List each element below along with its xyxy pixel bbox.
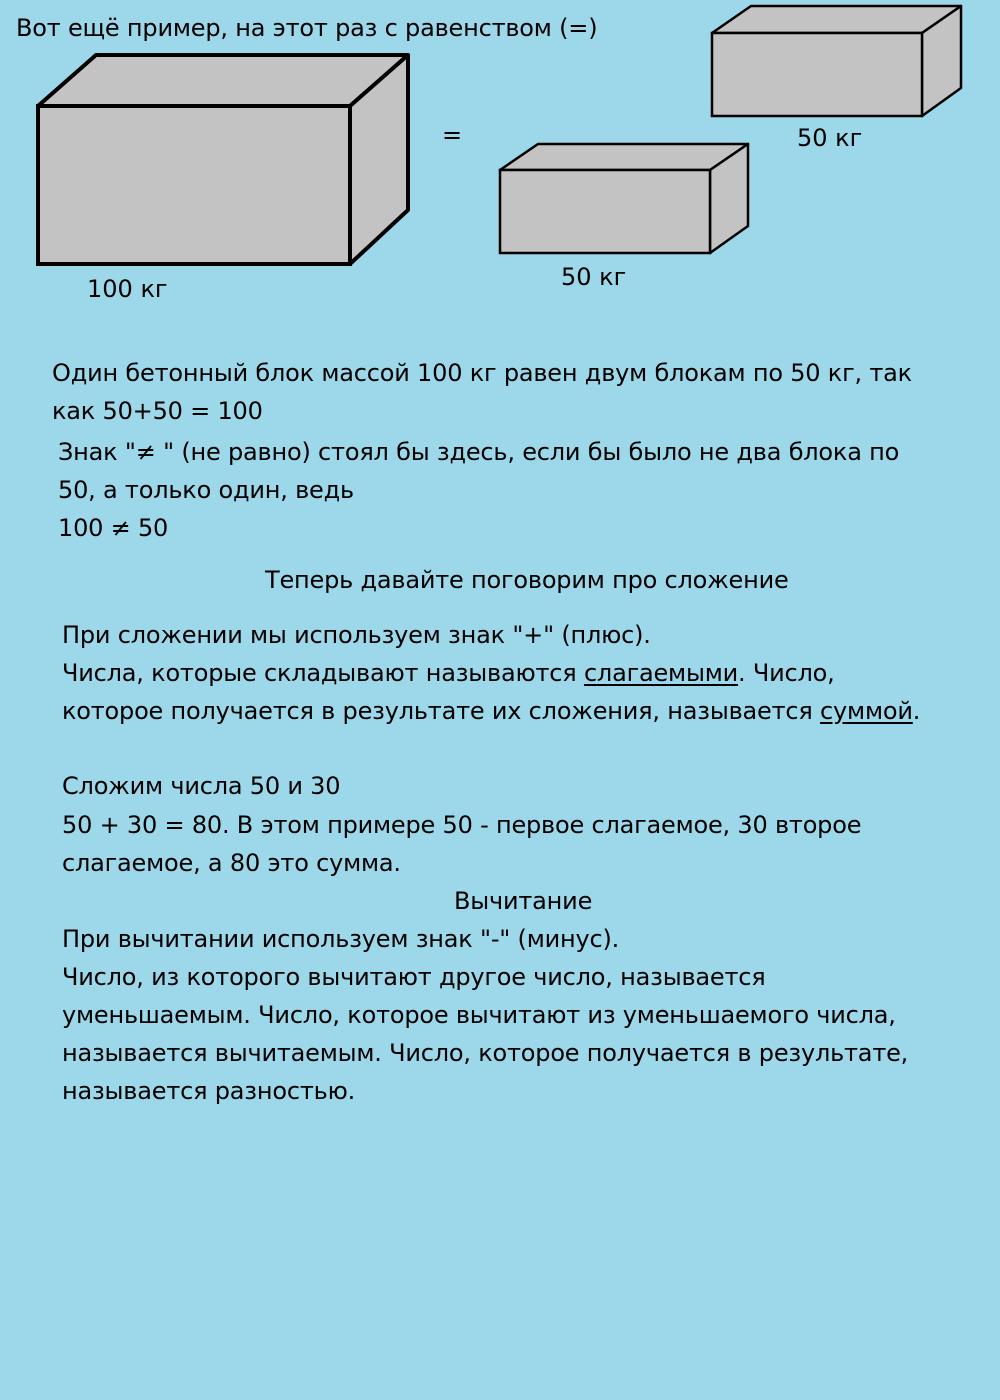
small-block-top-50kg xyxy=(712,6,961,116)
paragraph2-line3: 100 ≠ 50 xyxy=(58,514,169,542)
example-line1: Сложим числа 50 и 30 xyxy=(62,772,341,800)
big-block-100kg xyxy=(38,55,408,264)
subtraction-line2: Число, из которого вычитают другое число, называется xyxy=(62,963,766,991)
small-block-bottom-50kg xyxy=(500,144,748,253)
small-block-top-label: 50 кг xyxy=(797,124,863,152)
addition-heading: Теперь давайте поговорим про сложение xyxy=(265,566,789,594)
blocks-figure xyxy=(0,0,1000,320)
paragraph1-line2: как 50+50 = 100 xyxy=(52,397,263,425)
addition-line1: При сложении мы используем знак "+" (плюс). xyxy=(62,621,651,649)
subtraction-heading: Вычитание xyxy=(454,887,593,915)
subtraction-line3: уменьшаемым. Число, которое вычитают из уменьшаемого числа, xyxy=(62,1001,896,1029)
intro-text: Вот ещё пример, на этот раз с равенством (=) xyxy=(16,14,598,42)
big-block-label: 100 кг xyxy=(87,275,168,303)
addition-line2-after: . Число, xyxy=(738,659,835,687)
addition-line3-before: которое получается в результате их сложения, называется xyxy=(62,697,821,725)
addition-line2 xyxy=(62,654,835,692)
addition-line3-after: . xyxy=(912,697,921,725)
term-sum: суммой xyxy=(820,697,913,725)
small-block-bottom-label: 50 кг xyxy=(561,263,627,291)
example-line3: слагаемое, а 80 это сумма. xyxy=(62,849,401,877)
equals-sign: = xyxy=(442,121,463,149)
paragraph2-line1: Знак "≠ " (не равно) стоял бы здесь, если бы было не два блока по xyxy=(58,438,900,466)
subtraction-line5: называется разностью. xyxy=(62,1077,355,1105)
subtraction-line1: При вычитании используем знак "-" (минус). xyxy=(62,925,620,953)
addition-line2-before: Числа, которые складывают называются xyxy=(62,659,584,687)
paragraph1-line1: Один бетонный блок массой 100 кг равен двум блокам по 50 кг, так xyxy=(52,359,912,387)
paragraph2-line2: 50, а только один, ведь xyxy=(58,476,354,504)
example-line2: 50 + 30 = 80. В этом примере 50 - первое слагаемое, 30 второе xyxy=(62,811,862,839)
subtraction-line4: называется вычитаемым. Число, которое получается в результате, xyxy=(62,1039,909,1067)
term-summands: слагаемыми xyxy=(583,659,739,687)
addition-line3 xyxy=(62,692,920,730)
